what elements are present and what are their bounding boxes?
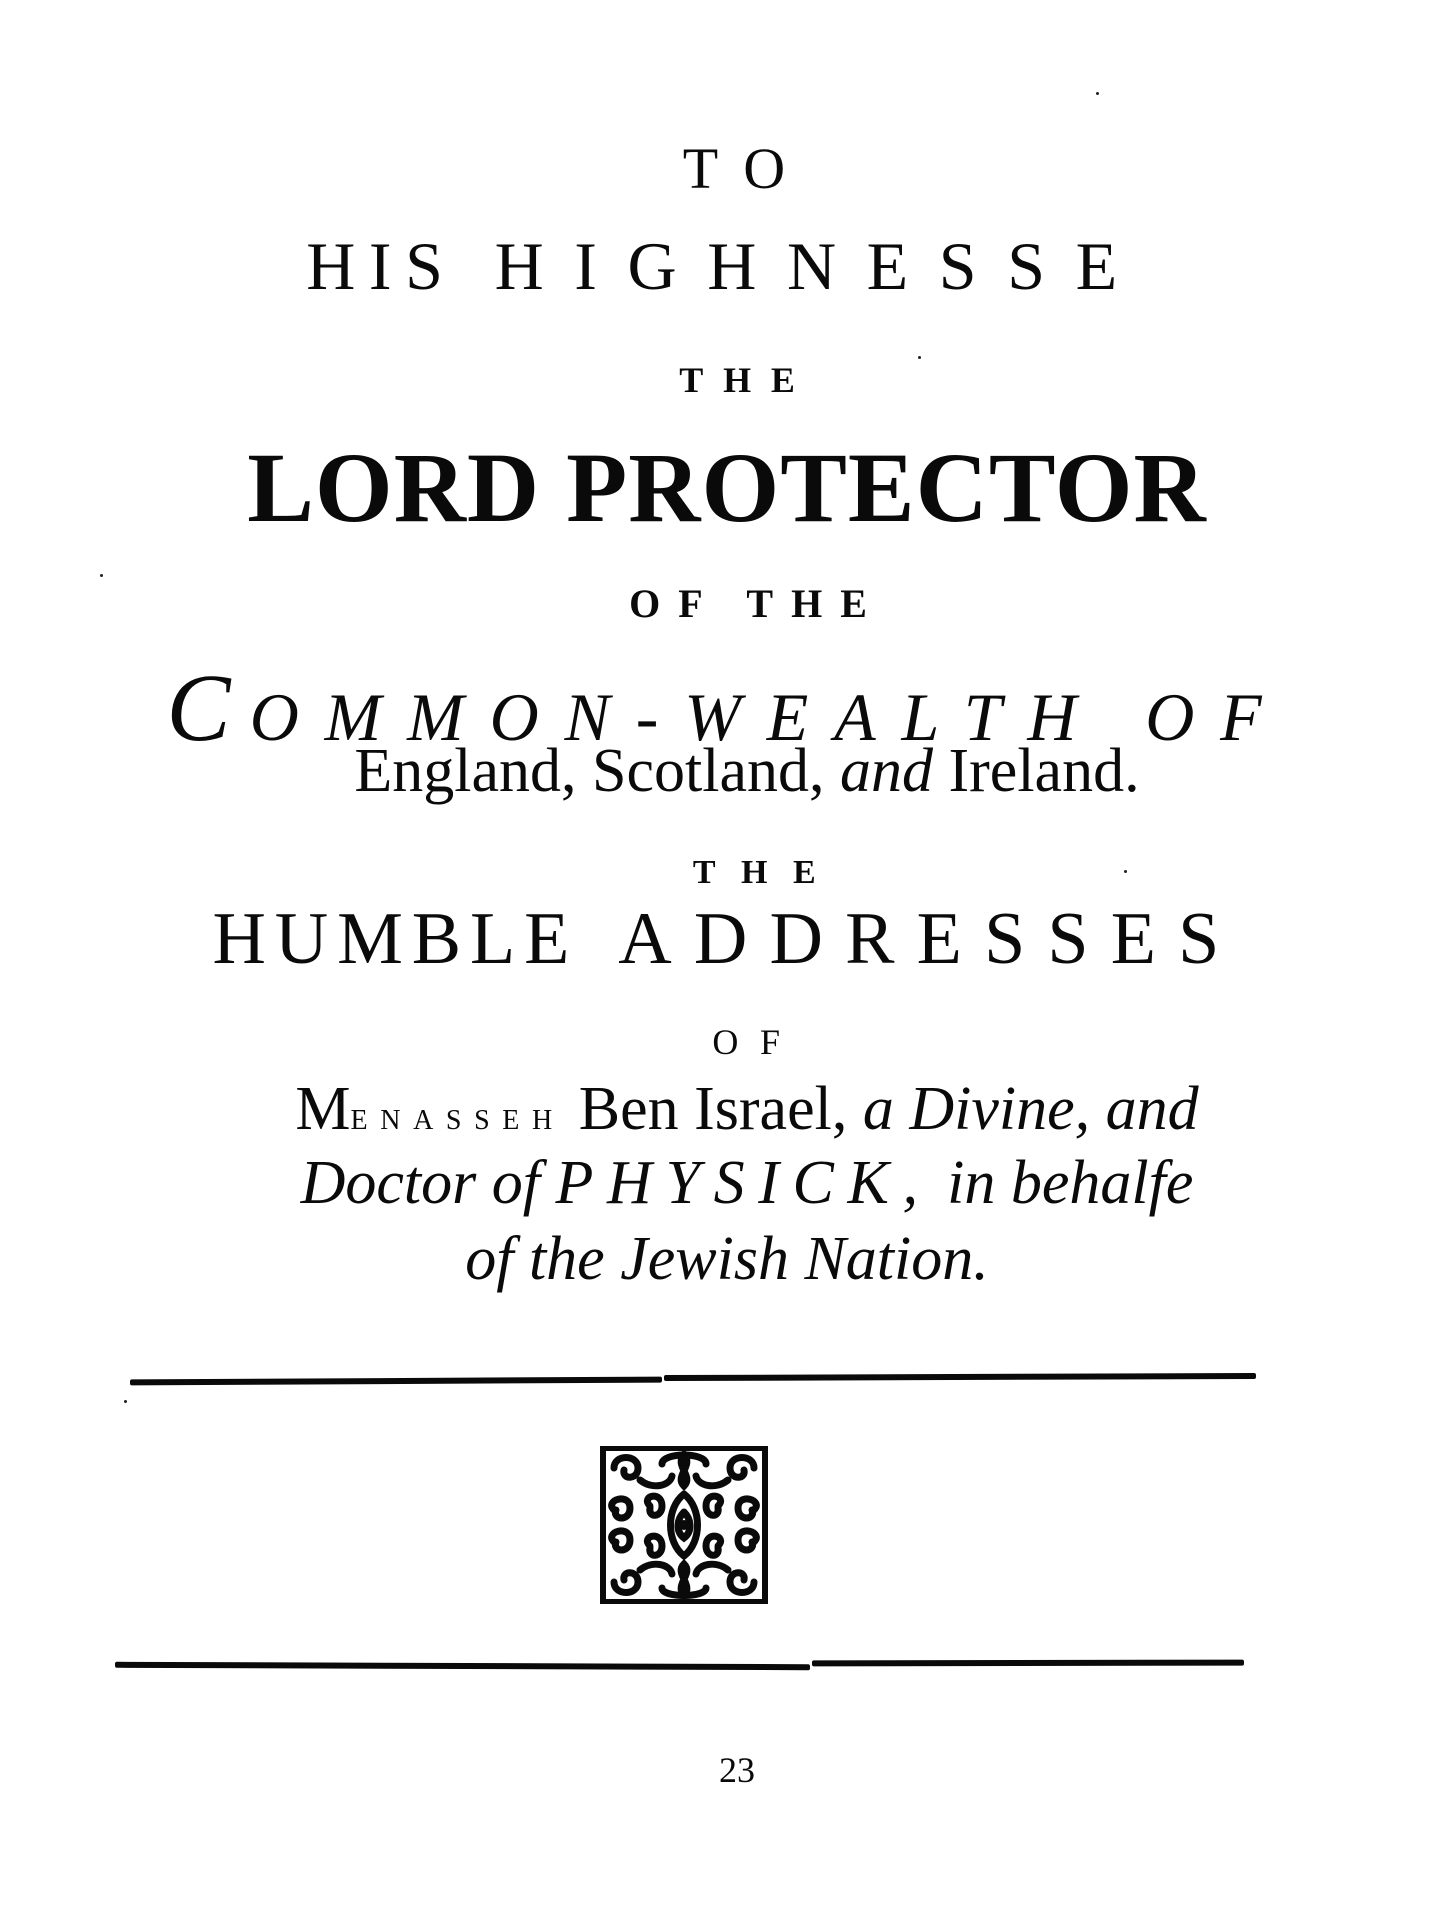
commonwealth-rest: OMMON-WEALTH OF	[249, 679, 1288, 755]
scotland-word: Scotland	[592, 737, 810, 805]
divider-rule-top-left	[130, 1377, 662, 1386]
nations-line: England, Scotland, and Ireland.	[354, 737, 1140, 805]
physick-word: PHYSICK,	[555, 1149, 932, 1217]
humble-addresses-heading	[0, 898, 1454, 980]
dedication-his-highnesse	[0, 228, 1454, 304]
ben-israel: Ben Israel,	[578, 1075, 848, 1143]
addresses-word: ADDRESSES	[618, 898, 1242, 980]
a-divine-and: a Divine, and	[862, 1075, 1199, 1143]
doctor-line	[0, 1149, 1454, 1217]
scrollwork-ornament-icon	[600, 1446, 768, 1604]
in-behalfe: in behalfe	[947, 1149, 1194, 1217]
page-number: 23	[719, 1750, 755, 1790]
paper-speck	[918, 356, 921, 359]
commonwealth-initial: C	[166, 654, 250, 761]
divider-rule-bottom-left	[115, 1662, 810, 1670]
of-heading: OF	[712, 1022, 802, 1062]
highnesse-word: HIGHNESSE	[494, 228, 1148, 304]
dedication-to: TO	[682, 136, 812, 201]
humble-word: HUMBLE	[212, 898, 579, 980]
england-word: England	[354, 737, 562, 805]
of-the-heading: OF THE	[629, 581, 885, 626]
paper-speck	[100, 574, 103, 577]
jewish-nation-line: of the Jewish Nation.	[465, 1225, 989, 1293]
the-heading-2: THE	[692, 854, 842, 891]
the-heading-1: THE	[679, 360, 815, 400]
divider-rule-bottom-right	[812, 1660, 1244, 1667]
paper-speck	[124, 1400, 127, 1403]
paper-speck	[1124, 870, 1127, 873]
lord-protector-heading: LORD PROTECTOR	[247, 432, 1207, 543]
author-line	[0, 1075, 1454, 1143]
doctor-of: Doctor of	[300, 1149, 541, 1217]
his-word: HIS	[306, 228, 457, 304]
ireland-word: Ireland.	[948, 737, 1140, 805]
menasseh-initial: M	[295, 1075, 351, 1143]
divider-rule-top-right	[664, 1373, 1256, 1381]
paper-speck	[1096, 92, 1099, 95]
menasseh-rest: ENASSEH	[350, 1105, 565, 1136]
and-word: and	[840, 737, 934, 805]
